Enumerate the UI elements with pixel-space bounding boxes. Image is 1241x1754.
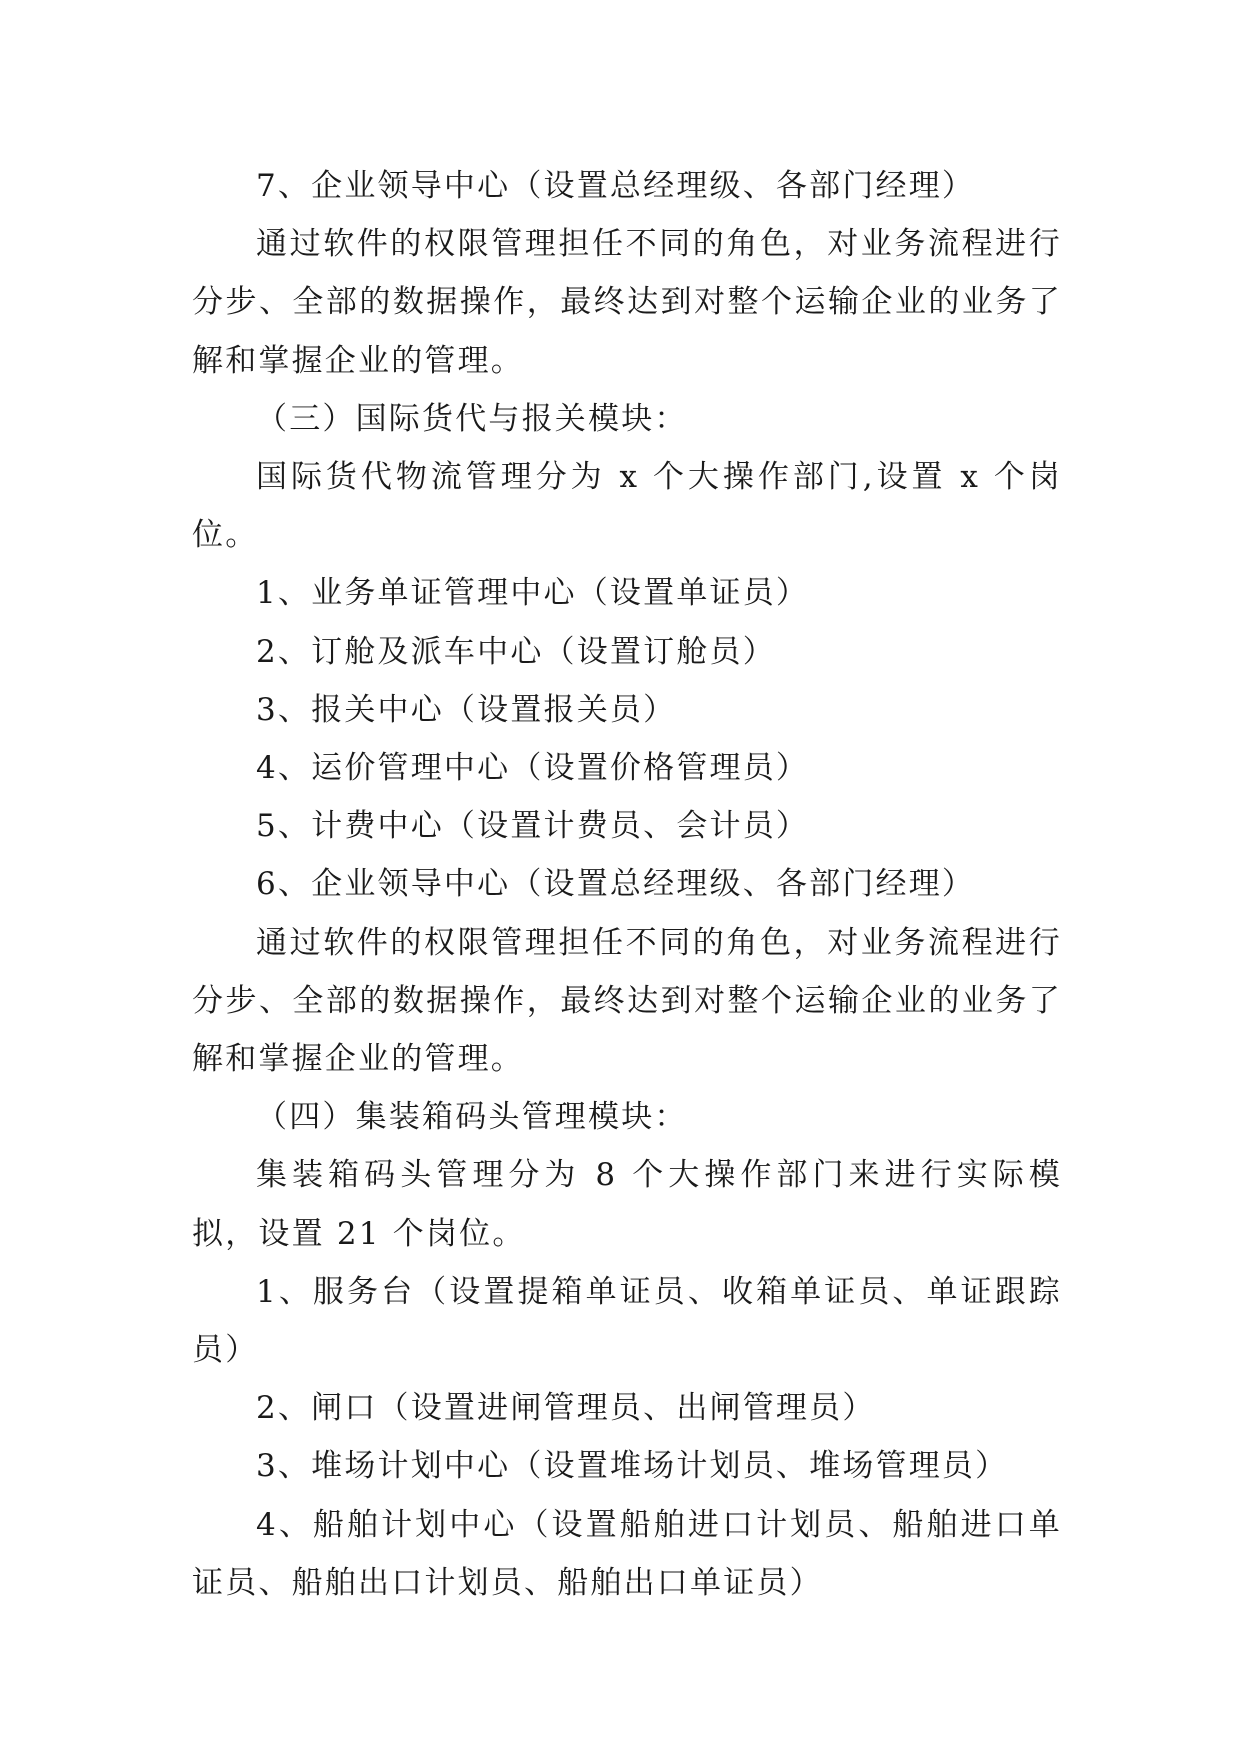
list-item: 2、闸口（设置进闸管理员、出闸管理员） [256, 1390, 876, 1427]
list-item: 1、业务单证管理中心（设置单证员） [256, 575, 810, 612]
document-body [192, 157, 1062, 1612]
list-item: 3、堆场计划中心（设置堆场计划员、堆场管理员） [256, 1448, 1009, 1485]
list-item: 1、服务台（设置提箱单证员、收箱单证员、单证跟踪员） [192, 1273, 1062, 1369]
section-heading-freight-customs: （三）国际货代与报关模块： [256, 400, 688, 437]
list-item: 6、企业领导中心（设置总经理级、各部门经理） [256, 866, 976, 903]
body-paragraph: 通过软件的权限管理担任不同的角色，对业务流程进行分步、全部的数据操作，最终达到对整个运输企业的业务了解和掌握企业的管理。 [192, 226, 1062, 379]
body-paragraph: 集装箱码头管理分为 8 个大操作部门来进行实际模拟，设置 21 个岗位。 [192, 1157, 1062, 1252]
list-item: 3、报关中心（设置报关员） [256, 691, 677, 728]
body-paragraph: 通过软件的权限管理担任不同的角色，对业务流程进行分步、全部的数据操作，最终达到对整个运输企业的业务了解和掌握企业的管理。 [192, 924, 1062, 1078]
body-paragraph: 国际货代物流管理分为 x 个大操作部门,设置 x 个岗位。 [192, 459, 1062, 554]
list-item: 4、运价管理中心（设置价格管理员） [256, 750, 810, 787]
list-item: 4、船舶计划中心（设置船舶进口计划员、船舶进口单证员、船舶出口计划员、船舶出口单证员） [192, 1506, 1062, 1601]
list-item: 2、订舱及派车中心（设置订舱员） [256, 633, 776, 670]
section-heading-container-terminal: （四）集装箱码头管理模块： [256, 1099, 688, 1136]
list-item-enterprise-leadership-7: 7、企业领导中心（设置总经理级、各部门经理） [256, 168, 976, 204]
list-item: 5、计费中心（设置计费员、会计员） [256, 808, 810, 845]
